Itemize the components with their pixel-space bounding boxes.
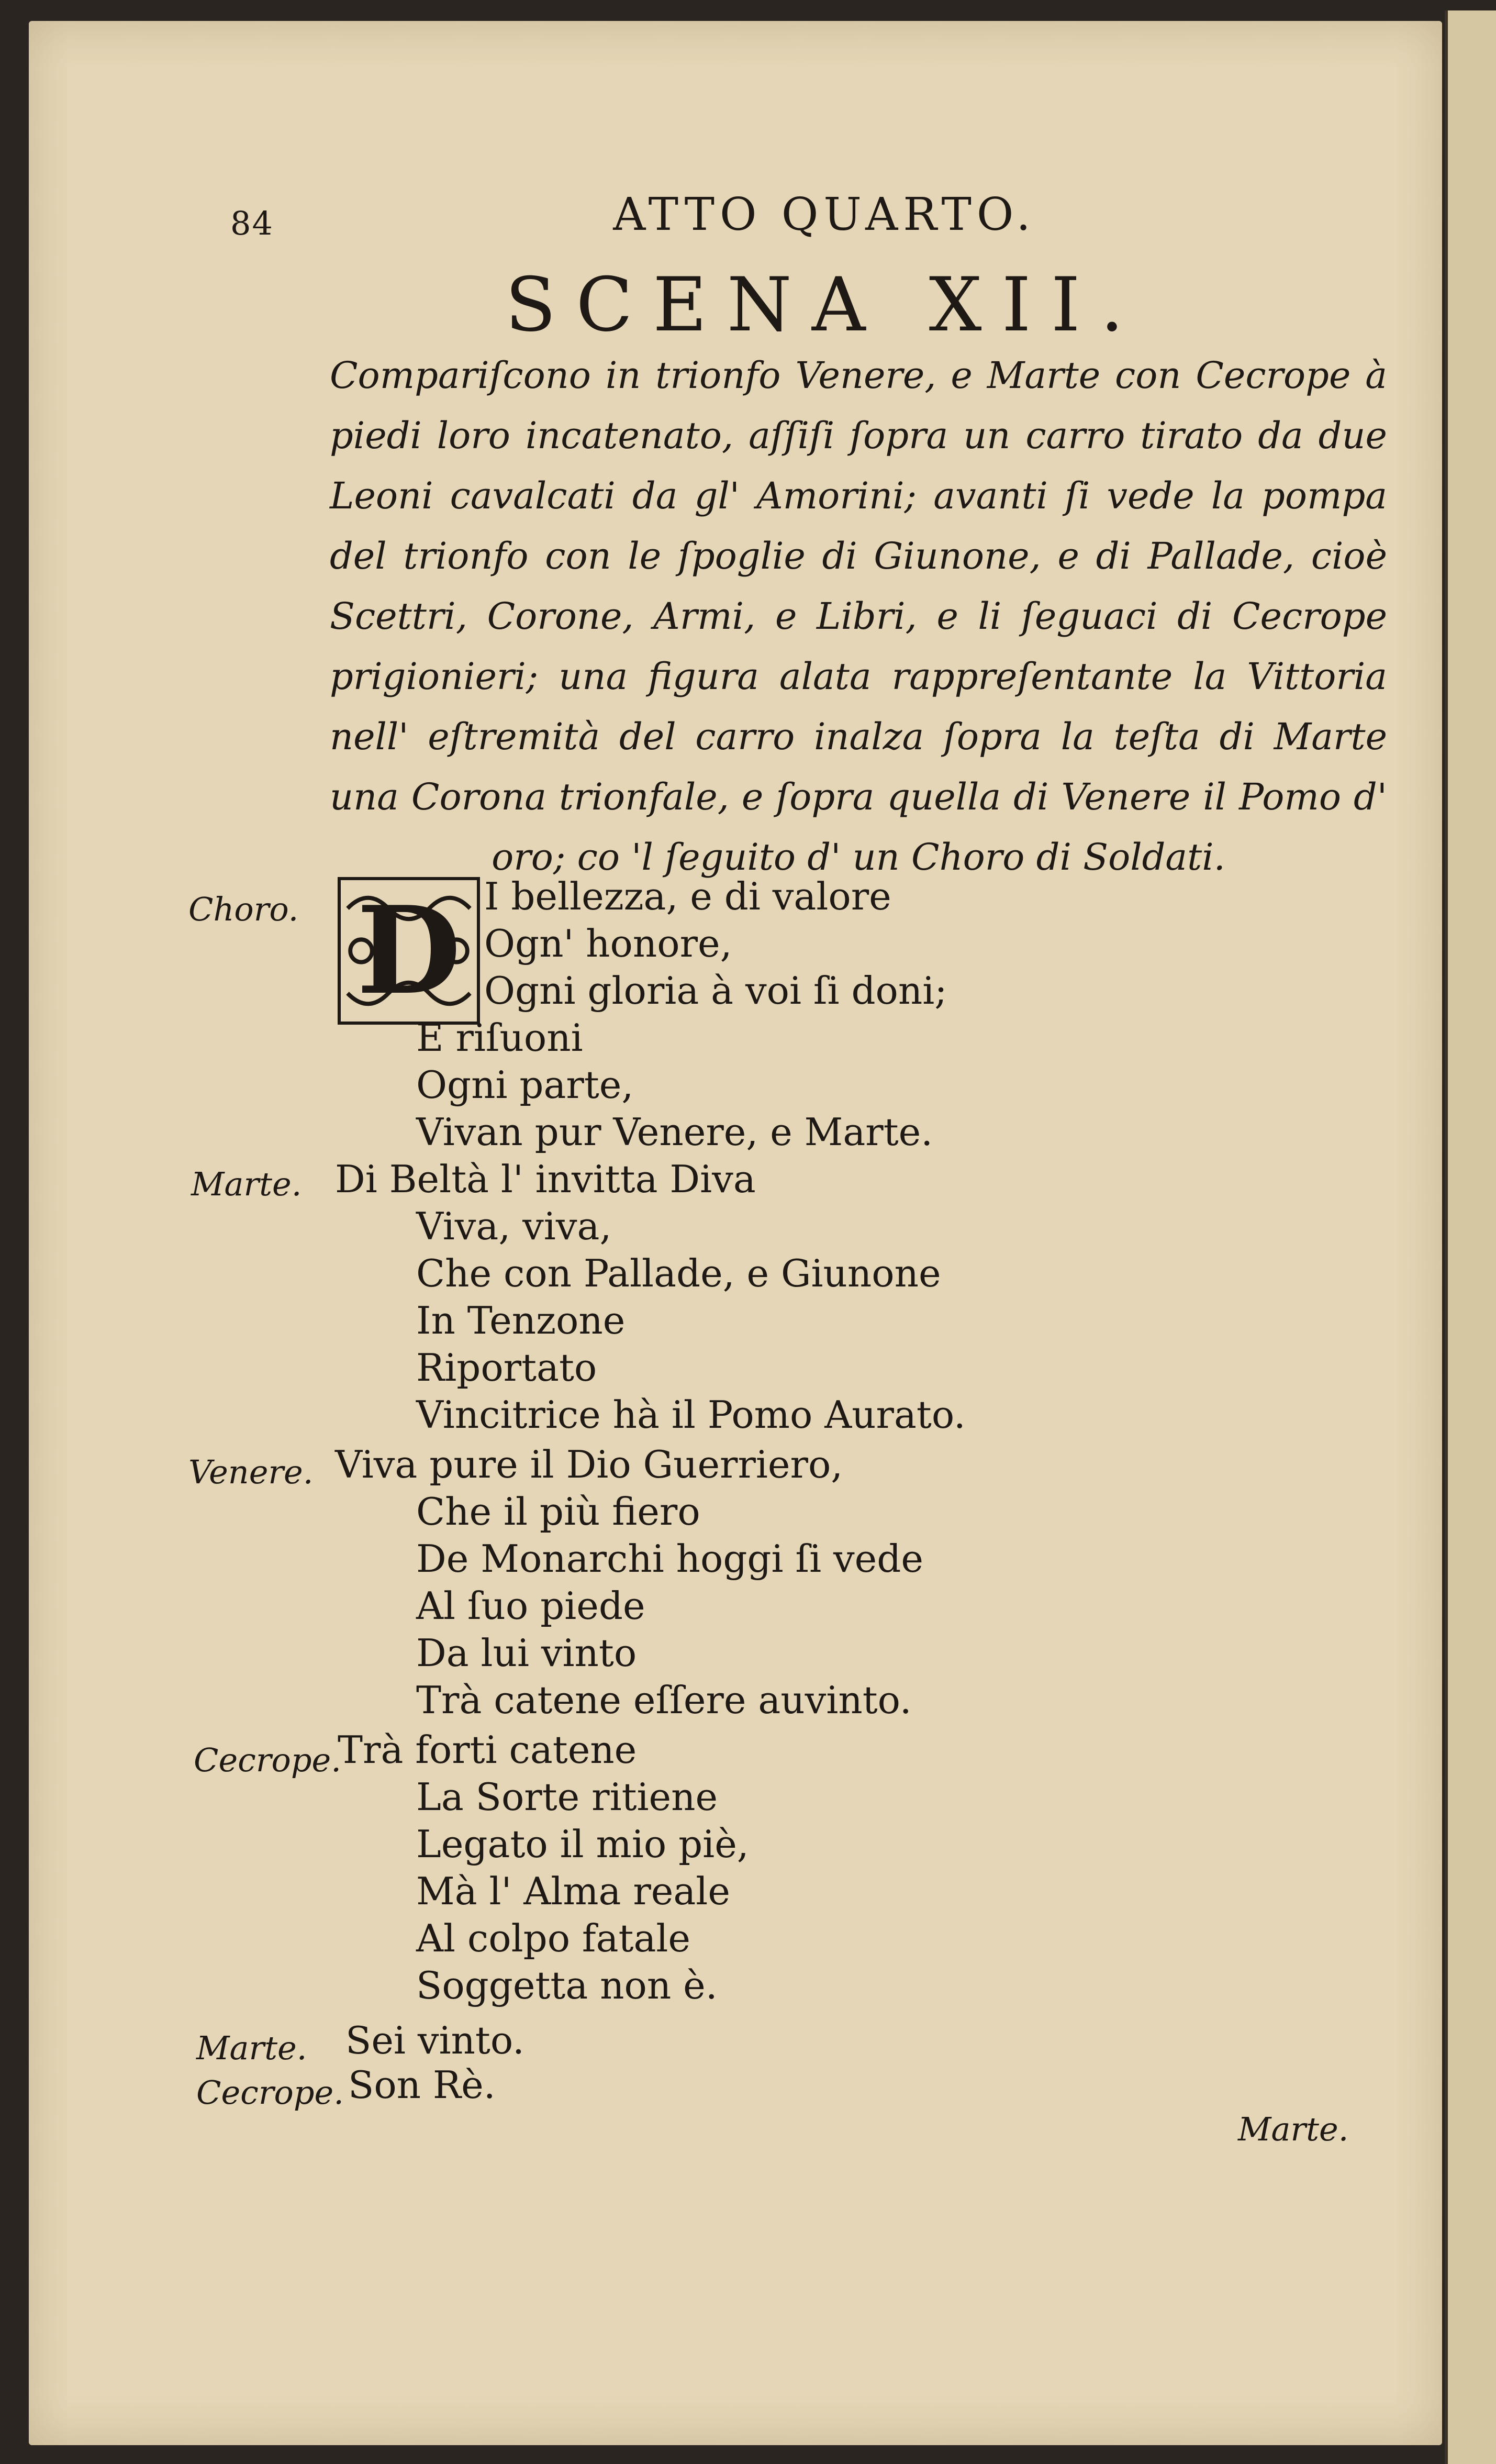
speaker-marte: Marte. — [191, 1165, 302, 1203]
verse-line: Ogni gloria à voi ſi doni; — [484, 969, 947, 1013]
page-number: 84 — [230, 204, 274, 242]
speaker-marte: Marte. — [196, 2029, 307, 2067]
verse-line: Di Beltà l' invitta Diva — [335, 1157, 756, 1201]
drop-cap-initial — [338, 877, 480, 1025]
verse-line: Ogni parte, — [416, 1063, 634, 1107]
act-title: ATTO QUARTO. — [613, 188, 1036, 241]
verse-line: Vincitrice hà il Pomo Aurato. — [416, 1393, 966, 1437]
verse-line: Viva pure il Dio Guerriero, — [335, 1442, 843, 1486]
verse-line: Al ſuo piede — [416, 1584, 645, 1628]
verse-line: Ogn' honore, — [484, 922, 732, 965]
verse-line: La Sorte ritiene — [416, 1775, 718, 1819]
verse-line: Riportato — [416, 1346, 597, 1390]
scene-title: SCENA XII. — [505, 262, 1144, 348]
verse-line: I bellezza, e di valore — [484, 874, 891, 918]
verse-line: Trà catene eſſere auvinto. — [416, 1678, 912, 1722]
verse-line: Mà l' Alma reale — [416, 1869, 730, 1913]
verse-line: E riſuoni — [416, 1016, 583, 1060]
verse-line: Son Rè. — [348, 2063, 496, 2107]
verse-line: Che il più fiero — [416, 1490, 700, 1534]
drop-cap-letter: D — [356, 880, 461, 1022]
verse-line: Vivan pur Venere, e Marte. — [416, 1110, 933, 1154]
verse-line: De Monarchi hoggi ſi vede — [416, 1537, 923, 1581]
speaker-cecrope: Cecrope. — [196, 2073, 344, 2112]
verse-line: Trà forti catene — [338, 1728, 637, 1772]
verse-line: Sei vinto. — [345, 2018, 524, 2062]
verse-line: Soggetta non è. — [416, 1963, 718, 2007]
verse-line: Al colpo fatale — [416, 1916, 691, 1960]
stage-direction: Compariſcono in trionfo Venere, e Marte con Cecrope à piedi loro incatenato, aſſiſi ſopra un carro tirato da due Leoni cavalcati da gl' Amorini; avanti ſi vede la pompa del trionfo con le ſpoglie di Giunone, e di Pallade, cioè Scettri, Corone, Armi, e Libri, e li ſeguaci di Cecrope prigionieri; una figura alata rappreſentante la Vittoria nell' eſtremità del carro inalza ſopra la teſta di Marte una Corona trionfale, e ſopra quella di Venere il Pomo d' oro; co 'l ſeguito d' un Choro di Soldati. — [330, 354, 1387, 879]
verse-line: Da lui vinto — [416, 1631, 637, 1675]
verse-line: Che con Pallade, e Giunone — [416, 1251, 941, 1295]
verse-line: Legato il mio piè, — [416, 1822, 749, 1866]
next-page-edge — [1445, 10, 1496, 2464]
speaker-venere: Venere. — [188, 1453, 314, 1491]
verse-line: Viva, viva, — [416, 1204, 612, 1248]
speaker-choro: Choro. — [188, 890, 299, 928]
catchword: Marte. — [1238, 2110, 1349, 2148]
verse-line: In Tenzone — [416, 1298, 626, 1342]
speaker-cecrope: Cecrope. — [194, 1741, 341, 1779]
